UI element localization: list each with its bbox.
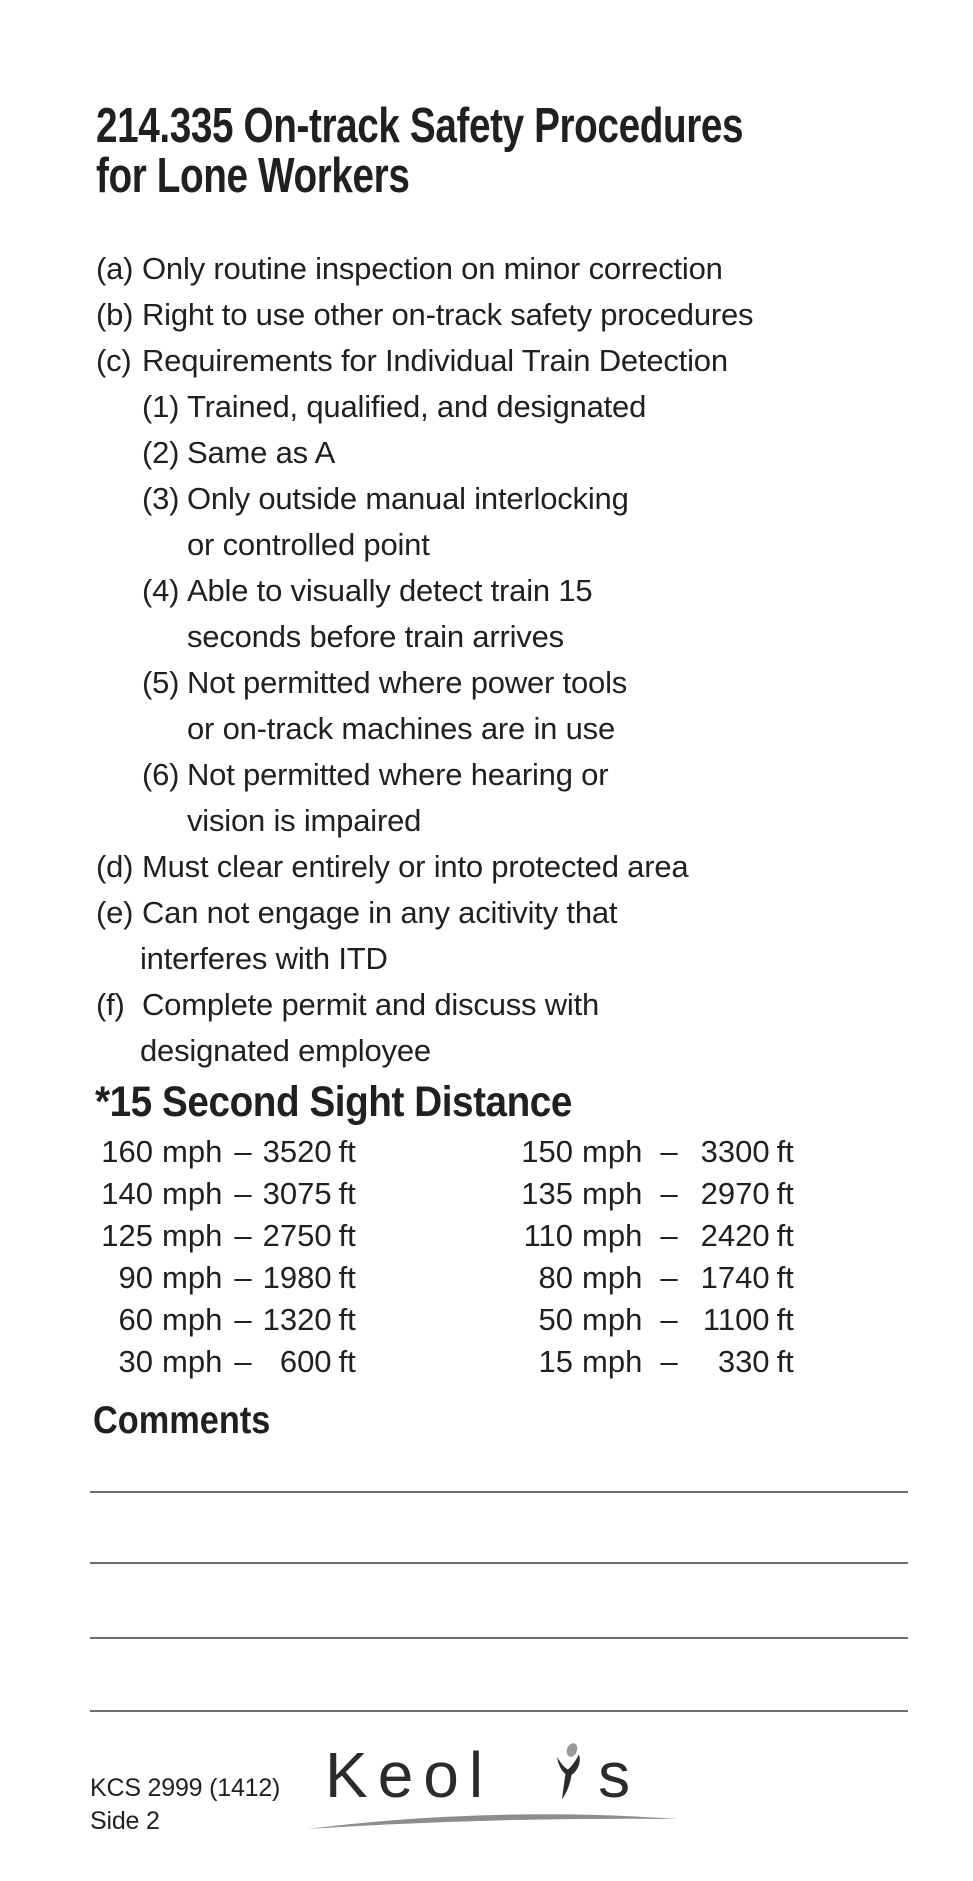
speed-unit: mph	[582, 1260, 643, 1295]
procedure-list	[96, 246, 753, 1074]
list-item	[96, 752, 753, 798]
distance-unit: ft	[776, 1176, 794, 1211]
list-item	[96, 430, 753, 476]
comment-line	[90, 1637, 908, 1639]
sight-row	[95, 1215, 356, 1257]
distance-value: 1740	[700, 1260, 770, 1295]
sight-row	[515, 1215, 794, 1257]
dash: –	[234, 1176, 252, 1211]
speed-unit: mph	[582, 1344, 643, 1379]
list-item	[96, 568, 753, 614]
list-item	[96, 292, 753, 338]
keolis-logo	[325, 1739, 641, 1811]
keolis-wordmark-left: Keol	[325, 1739, 494, 1811]
distance-unit: ft	[776, 1260, 794, 1295]
speed-value: 60	[118, 1302, 153, 1337]
footer	[90, 1772, 280, 1838]
speed-value: 140	[101, 1176, 153, 1211]
item-text: interferes with ITD	[140, 941, 388, 976]
list-item	[96, 384, 753, 430]
sight-row	[515, 1299, 794, 1341]
list-item	[96, 338, 753, 384]
distance-value: 3300	[700, 1134, 770, 1169]
speed-unit: mph	[162, 1302, 223, 1337]
distance-value: 1320	[262, 1302, 332, 1337]
item-text: Complete permit and discuss with	[142, 987, 600, 1022]
item-text: or on-track machines are in use	[187, 711, 615, 746]
distance-value: 330	[717, 1344, 770, 1379]
speed-unit: mph	[582, 1134, 643, 1169]
item-text: Right to use other on-track safety procedures	[142, 297, 754, 332]
sight-row	[95, 1131, 356, 1173]
item-text: Not permitted where hearing or	[187, 757, 609, 792]
form-number: KCS 2999 (1412)	[90, 1774, 281, 1802]
distance-value: 2970	[700, 1176, 770, 1211]
distance-unit: ft	[776, 1302, 794, 1337]
list-item-continuation	[96, 706, 753, 752]
sight-column-right	[515, 1131, 794, 1383]
dash: –	[234, 1344, 252, 1379]
item-text: Can not engage in any acitivity that	[142, 895, 618, 930]
distance-unit: ft	[776, 1344, 794, 1379]
distance-value: 2750	[262, 1218, 332, 1253]
dash: –	[234, 1134, 252, 1169]
comment-line	[90, 1710, 908, 1712]
speed-value: 50	[538, 1302, 573, 1337]
dash: –	[660, 1302, 678, 1337]
dash: –	[660, 1176, 678, 1211]
list-item	[96, 844, 753, 890]
speed-value: 160	[101, 1134, 153, 1169]
keolis-person-i-icon	[555, 1742, 582, 1800]
speed-unit: mph	[162, 1176, 223, 1211]
speed-unit: mph	[162, 1260, 223, 1295]
comments-heading: Comments	[93, 1399, 271, 1442]
list-item-continuation	[96, 936, 753, 982]
list-item	[96, 660, 753, 706]
item-label: (3)	[142, 481, 180, 516]
sight-column-left	[95, 1131, 356, 1383]
item-text: Only routine inspection on minor correction	[142, 251, 723, 286]
side-label: Side 2	[90, 1807, 160, 1835]
sight-row	[95, 1299, 356, 1341]
distance-unit: ft	[338, 1302, 356, 1337]
distance-unit: ft	[338, 1176, 356, 1211]
speed-value: 135	[521, 1176, 573, 1211]
distance-value: 3520	[262, 1134, 332, 1169]
comment-line	[90, 1491, 908, 1493]
distance-unit: ft	[338, 1260, 356, 1295]
item-text: Must clear entirely or into protected area	[142, 849, 689, 884]
speed-value: 125	[101, 1218, 153, 1253]
title-line-2: for Lone Workers	[96, 149, 410, 203]
item-label: (5)	[142, 665, 180, 700]
list-item-continuation	[96, 798, 753, 844]
list-item	[96, 246, 753, 292]
distance-value: 1980	[262, 1260, 332, 1295]
keolis-swoosh-icon	[303, 1806, 683, 1832]
distance-value: 3075	[262, 1176, 332, 1211]
sight-row	[95, 1257, 356, 1299]
speed-value: 15	[538, 1344, 573, 1379]
sight-row	[515, 1341, 794, 1383]
speed-value: 30	[118, 1344, 153, 1379]
speed-value: 90	[118, 1260, 153, 1295]
list-item	[96, 476, 753, 522]
dash: –	[660, 1344, 678, 1379]
item-text: Trained, qualified, and designated	[187, 389, 647, 424]
item-label: (6)	[142, 757, 180, 792]
item-text: or controlled point	[187, 527, 430, 562]
speed-value: 110	[523, 1218, 573, 1253]
sight-row	[515, 1131, 794, 1173]
item-label: (c)	[96, 343, 132, 378]
distance-unit: ft	[338, 1218, 356, 1253]
dash: –	[234, 1260, 252, 1295]
speed-value: 80	[538, 1260, 573, 1295]
item-text: Same as A	[187, 435, 336, 470]
list-item-continuation	[96, 1028, 753, 1074]
item-label: (2)	[142, 435, 180, 470]
item-label: (d)	[96, 849, 134, 884]
sight-row	[95, 1173, 356, 1215]
list-item	[96, 982, 753, 1028]
sight-row	[95, 1341, 356, 1383]
item-label: (f)	[96, 987, 125, 1022]
item-text: Not permitted where power tools	[187, 665, 628, 700]
item-text: Able to visually detect train 15	[187, 573, 593, 608]
speed-unit: mph	[162, 1134, 223, 1169]
item-text: vision is impaired	[187, 803, 422, 838]
speed-unit: mph	[162, 1218, 223, 1253]
sight-row	[515, 1257, 794, 1299]
dash: –	[234, 1302, 252, 1337]
distance-unit: ft	[338, 1344, 356, 1379]
item-label: (4)	[142, 573, 180, 608]
item-text: seconds before train arrives	[187, 619, 564, 654]
list-item-continuation	[96, 522, 753, 568]
comment-line	[90, 1562, 908, 1564]
list-item-continuation	[96, 614, 753, 660]
distance-value: 600	[279, 1344, 332, 1379]
item-text: designated employee	[140, 1033, 431, 1068]
dash: –	[660, 1218, 678, 1253]
distance-unit: ft	[776, 1218, 794, 1253]
list-item	[96, 890, 753, 936]
speed-unit: mph	[582, 1302, 643, 1337]
speed-unit: mph	[582, 1176, 643, 1211]
item-text: Only outside manual interlocking	[187, 481, 629, 516]
speed-value: 150	[521, 1134, 573, 1169]
keolis-wordmark-s: s	[598, 1739, 641, 1811]
speed-unit: mph	[582, 1218, 643, 1253]
page-title	[96, 101, 915, 201]
dash: –	[234, 1218, 252, 1253]
distance-value: 2420	[700, 1218, 770, 1253]
item-text: Requirements for Individual Train Detection	[142, 343, 728, 378]
item-label: (e)	[96, 895, 134, 930]
item-label: (b)	[96, 297, 134, 332]
sight-row	[515, 1173, 794, 1215]
item-label: (a)	[96, 251, 134, 286]
speed-unit: mph	[162, 1344, 223, 1379]
dash: –	[660, 1134, 678, 1169]
title-line-1: 214.335 On-track Safety Procedures	[96, 99, 744, 153]
distance-unit: ft	[776, 1134, 794, 1169]
dash: –	[660, 1260, 678, 1295]
distance-value: 1100	[702, 1302, 770, 1337]
sight-distance-heading: *15 Second Sight Distance	[95, 1078, 572, 1126]
distance-unit: ft	[338, 1134, 356, 1169]
item-label: (1)	[142, 389, 180, 424]
